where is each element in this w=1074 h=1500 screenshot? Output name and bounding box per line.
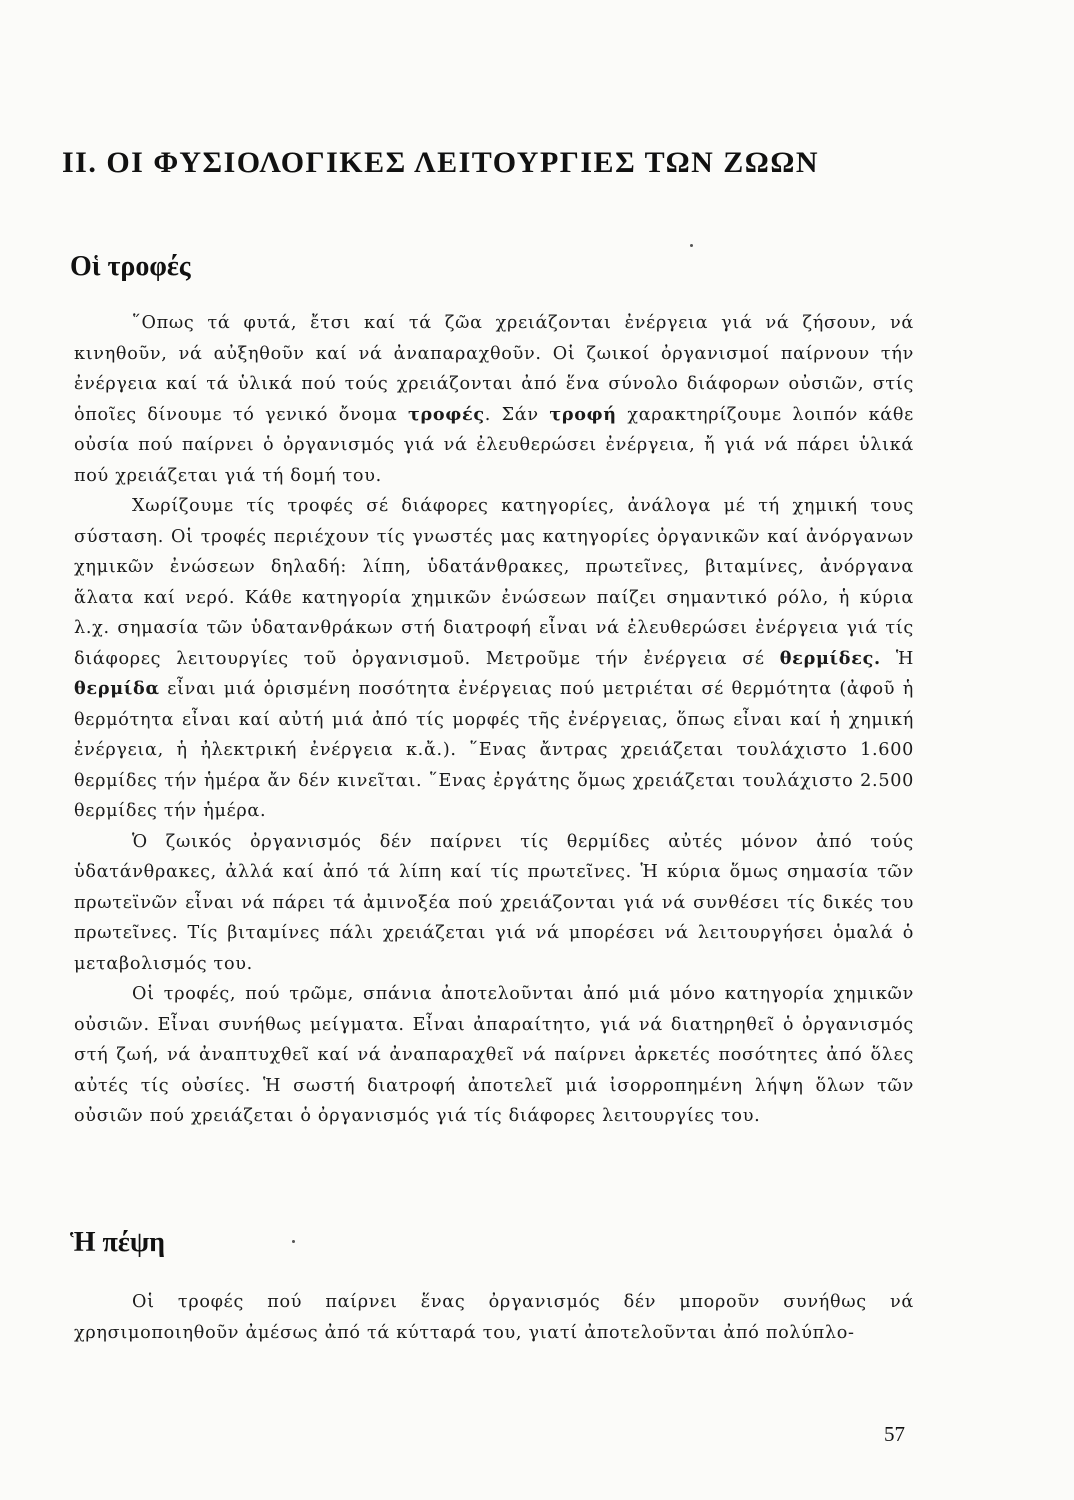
page-number: 57 <box>884 1422 905 1446</box>
print-speck <box>690 244 693 247</box>
bold-term: τροφές <box>407 403 485 425</box>
paragraph <box>74 491 914 827</box>
bold-term: θερμίδα <box>74 678 160 699</box>
text-run: ῞Οπως τά φυτά, ἔτσι καί τά ζῶα χρειάζονται ἐνέργεια γιά νά ζήσουν, νά κινηθοῦν, νά αὐξηθοῦν καί νά ἀναπαραχθοῦν. Οἱ ζωικοί ὀργανισμοί παίρνουν τήν ἐνέργεια καί τά ὑλικά πού τούς χρειάζονται ἀπό ἕνα σύνολο διάφορων οὐσιῶν, στίς ὁποῖες δίνουμε τό γενικό ὄνομα <box>74 313 914 425</box>
text-run: . Σάν <box>484 404 550 425</box>
paragraph: Ὁ ζωικός ὀργανισμός δέν παίρνει τίς θερμίδες αὐτές μόνον ἀπό τούς ὑδατάνθρακες, ἀλλά καί ἀπό τά λίπη καί τίς πρωτεῖνες. Ἡ κύρια ὅμως σημασία τῶν πρωτεϊνῶν εἶναι νά πάρει τά ἀμινοξέα πού χρειάζονται γιά νά συνθέσει τίς δικές του πρωτεῖνες. Τίς βιταμίνες πάλι χρειάζεται γιά νά μπορέσει νά λειτουργήσει ὁμαλά ὁ μεταβολισμός του. <box>74 831 914 974</box>
paragraph <box>74 308 914 491</box>
text-run: χαρακτηρίζουμε λοιπόν κάθε οὐσία πού παίρνει ὁ ὀργανισμός γιά νά ἐλευθερώσει ἐνέργεια, ἤ γιά νά πάρει ὑλικά πού χρειάζεται γιά τή δομή του. <box>74 404 914 486</box>
section-heading-foods: Οἱ τροφές <box>70 251 191 282</box>
section-body-digestion <box>74 1287 914 1348</box>
paragraph: Οἱ τροφές πού παίρνει ἕνας ὀργανισμός δέν μποροῦν συνήθως νά χρησιμοποιηθοῦν ἀμέσως ἀπό τά κύτταρά του, γιατί ἀποτελοῦνται ἀπό πολύπλο- <box>74 1292 914 1343</box>
text-run: εἶναι μιά ὁρισμένη ποσότητα ἐνέργειας πού μετριέται σέ θερμότητα (ἀφοῦ ἡ θερμότητα εἶναι καί αὐτή μιά ἀπό τίς μορφές τῆς ἐνέργειας, ὅπως εἶναι καί ἡ χημική ἐνέργεια, ἡ ἠλεκτρική ἐνέργεια κ.ἄ.). ῞Ενας ἄντρας χρειάζεται τουλάχιστο 1.600 θερμίδες τήν ἡμέρα ἄν δέν κινεῖται. ῞Ενας ἐργάτης ὅμως χρειάζεται τουλάχιστο 2.500 θερμίδες τήν ἡμέρα. <box>74 679 914 821</box>
chapter-title: ΙΙ. ΟΙ ΦΥΣΙΟΛΟΓΙΚΕΣ ΛΕΙΤΟΥΡΓΙΕΣ ΤΩΝ ΖΩΩΝ <box>62 146 820 179</box>
bold-term: τροφή <box>549 403 617 425</box>
bold-term: θερμίδες. <box>779 647 881 669</box>
print-speck <box>292 1240 295 1243</box>
section-heading-digestion: Ἡ πέψη <box>70 1227 166 1258</box>
text-run: Ἡ <box>880 648 915 669</box>
text-run: Χωρίζουμε τίς τροφές σέ διάφορες κατηγορίες, ἀνάλογα μέ τή χημική τους σύσταση. Οἱ τροφές περιέχουν τίς γνωστές μας κατηγορίες ὀργανικῶν καί ἀνόργανων χημικῶν ἐνώσεων δηλαδή: λίπη, ὑδατάνθρακες, πρωτεῖνες, βιταμίνες, ἀνόργανα ἅλατα καί νερό. Κάθε κατηγορία χημικῶν ἐνώσεων παίζει σημαντικό ρόλο, ἡ κύρια λ.χ. σημασία τῶν ὑδατανθράκων στή διατροφή εἶναι νά ἐλευθερώσει ἐνέργεια γιά τίς διάφορες λειτουργίες τοῦ ὀργανισμοῦ. Μετροῦμε τήν ἐνέργεια σέ <box>74 496 914 669</box>
section-body-foods <box>74 308 914 1132</box>
paragraph: Οἱ τροφές, πού τρῶμε, σπάνια ἀποτελοῦνται ἀπό μιά μόνο κατηγορία χημικῶν οὐσιῶν. Εἶναι συνήθως μείγματα. Εἶναι ἀπαραίτητο, γιά νά διατηρηθεῖ ὁ ὀργανισμός στή ζωή, νά ἀναπτυχθεῖ καί νά ἀναπαραχθεῖ νά παίρνει ἀρκετές ποσότητες ἀπό ὅλες αὐτές τίς οὐσίες. Ἡ σωστή διατροφή ἀποτελεῖ μιά ἰσορροπημένη λήψη ὅλων τῶν οὐσιῶν πού χρειάζεται ὁ ὀργανισμός γιά τίς διάφορες λειτουργίες του. <box>74 984 914 1126</box>
